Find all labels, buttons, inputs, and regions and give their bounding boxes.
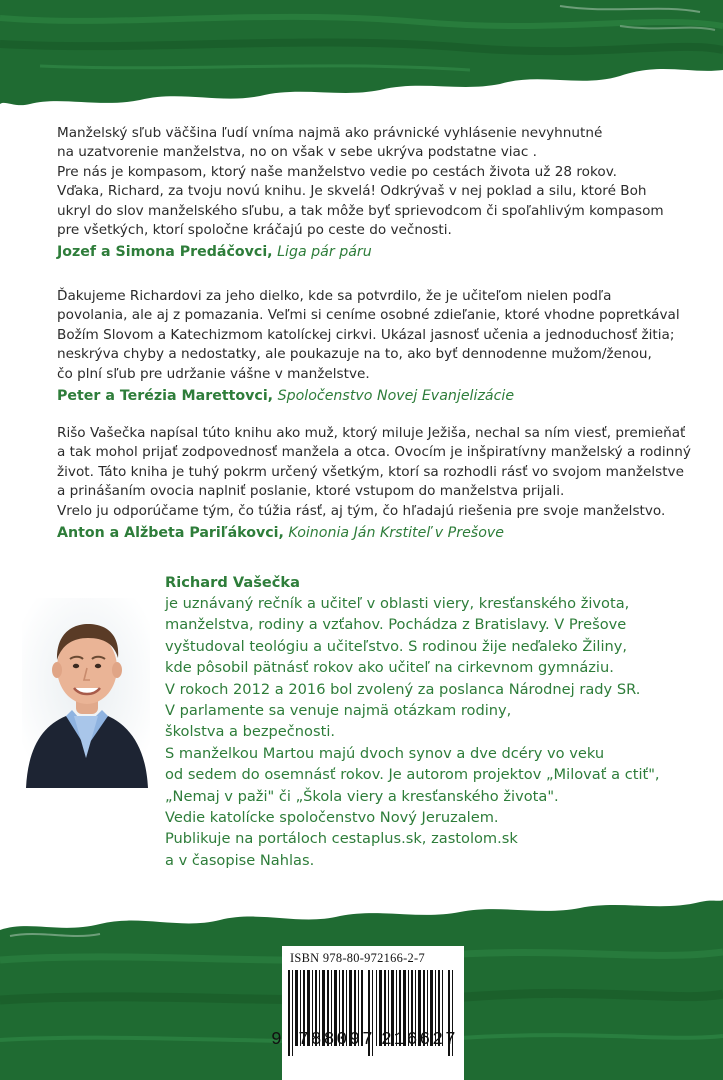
- bio-line: V parlamente sa venuje najmä otázkam rodiny,: [165, 702, 512, 720]
- review-line: Pre nás je kompasom, ktorý naše manželstvo vedie po cestách života už 28 rokov.: [57, 163, 617, 180]
- bio-line: vyštudoval teológiu a učiteľstvo. S rodinou žije neďaleko Žiliny,: [165, 637, 628, 655]
- review-line: ukryl do slov manželského sľubu, a tak môže byť sprievodcom či spoľahlivým kompasom: [57, 202, 664, 219]
- barcode-digits-left: 788097: [298, 1030, 375, 1050]
- review-2-text: [57, 287, 697, 384]
- review-line: čo plní sľub pre udržanie vášne v manželstve.: [57, 365, 370, 382]
- isbn-label: ISBN 978-80-972166-2-7: [290, 951, 425, 965]
- barcode-panel: [282, 946, 464, 1080]
- review-line: a tak mohol prijať zodpovednosť manžela a otca. Ovocím je inšpiratívny manželský a rodinný: [57, 444, 691, 461]
- bio-line: školstva a bezpečnosti.: [165, 723, 336, 741]
- review-line: Vďaka, Richard, za tvoju novú knihu. Je skvelá! Odkrývaš v nej poklad a silu, ktoré Boh: [57, 183, 647, 200]
- review-line: neskrýva chyby a nedostatky, ale poukazuje na to, ako byť dennodenne mužom/ženou,: [57, 346, 652, 363]
- review-2-org: Spoločenstvo Novej Evanjelizácie: [277, 388, 515, 405]
- review-line: Manželský sľub väčšina ľudí vníma najmä ako právnické vyhlásenie nevyhnutné: [57, 125, 603, 141]
- review-line: Vrelo ju odporúčame tým, čo túžia rásť, aj tým, čo hľadajú riešenia pre svoje manželstvo.: [57, 502, 666, 519]
- review-line: Božím Slovom a Katechizmom katolíckej cirkvi. Ukázal jasnosť učenia a jednoduchosť žitia;: [57, 326, 675, 343]
- author-photo: [22, 598, 150, 788]
- barcode-digit-lead: 9: [271, 1030, 282, 1050]
- review-3: [57, 424, 697, 543]
- review-line: život. Táto kniha je tuhý pokrm určený všetkým, ktorí sa rozhodli rásť vo svojom manželstve: [57, 463, 684, 480]
- bio-line: Vedie katolícke spoločenstvo Nový Jeruzalem.: [165, 809, 499, 827]
- review-line: na uzatvorenie manželstva, no on však v sebe ukrýva podstatne viac .: [57, 144, 537, 161]
- bio-line: je uznávaný rečník a učiteľ v oblasti viery, kresťanského života,: [165, 595, 630, 612]
- review-3-org: Koinonia Ján Krstiteľ v Prešove: [288, 525, 504, 542]
- bio-line: V rokoch 2012 a 2016 bol zvolený za poslanca Národnej rady SR.: [165, 680, 641, 698]
- review-1-signature: [57, 242, 697, 262]
- bio-line: kde pôsobil pätnásť rokov ako učiteľ na cirkevnom gymnáziu.: [165, 659, 614, 677]
- review-3-text: [57, 424, 697, 521]
- review-2-signature: [57, 386, 697, 406]
- author-name: Richard Vašečka: [165, 574, 300, 591]
- review-1-org: Liga pár páru: [277, 244, 372, 261]
- bio-line: Publikuje na portáloch cestaplus.sk, zastolom.sk: [165, 830, 518, 848]
- review-3-names: Anton a Alžbeta Pariľákovci,: [57, 525, 284, 542]
- review-line: povolania, ale aj z pomazania. Veľmi si ceníme osobné zdieľanie, ktoré vhodne popretkával: [57, 307, 680, 324]
- top-green-brush-band: [0, 0, 723, 120]
- bio-line: od sedem do osemnásť rokov. Je autorom projektov „Milovať a ctiť",: [165, 766, 660, 784]
- barcode-digits-right: 216627: [381, 1030, 458, 1050]
- review-2-names: Peter a Terézia Marettovci,: [57, 388, 274, 405]
- review-line: Ďakujeme Richardovi za jeho dielko, kde sa potvrdilo, že je učiteľom nielen podľa: [57, 288, 612, 304]
- author-bio: [165, 593, 710, 871]
- review-line: Rišo Vašečka napísal túto knihu ako muž, ktorý miluje Ježiša, nechal sa ním viesť, premieňať: [57, 425, 686, 441]
- bio-line: S manželkou Martou majú dvoch synov a dve dcéry vo veku: [165, 744, 605, 762]
- review-1-text: [57, 124, 697, 240]
- bio-line: a v časopise Nahlas.: [165, 851, 315, 869]
- review-line: a prinášaním ovocia naplniť poslanie, ktoré vstupom do manželstva prijali.: [57, 483, 565, 500]
- bio-line: „Nemaj v paži" či „Škola viery a kresťanského života".: [165, 787, 559, 805]
- review-2: [57, 287, 697, 406]
- author-section: [165, 572, 710, 871]
- review-line: pre všetkých, ktorí spoločne kráčajú po ceste do večnosti.: [57, 222, 452, 239]
- review-3-signature: [57, 523, 697, 543]
- review-1: [57, 124, 697, 262]
- bio-line: manželstva, rodiny a vzťahov. Pochádza z Bratislavy. V Prešove: [165, 616, 627, 634]
- review-1-names: Jozef a Simona Predáčovci,: [57, 244, 273, 261]
